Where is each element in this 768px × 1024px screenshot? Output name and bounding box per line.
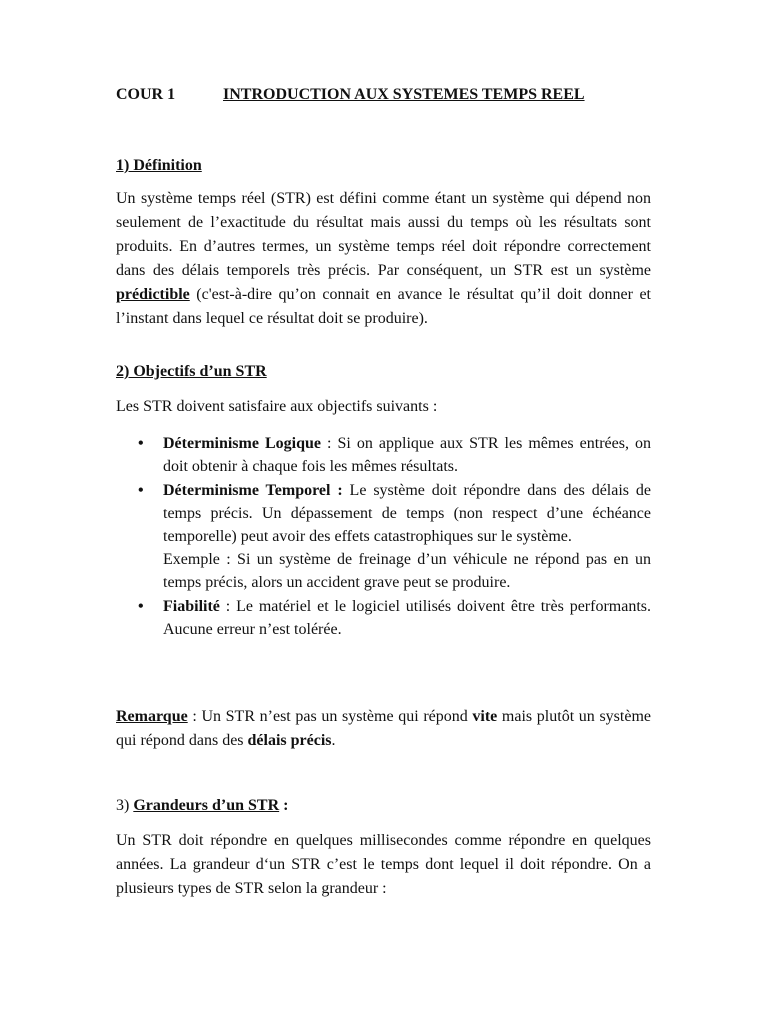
remark-word-delais: délais précis (247, 732, 332, 749)
bullet-icon: • (138, 482, 144, 499)
remark-text-b: mais plutôt un système qui répond dans des (116, 708, 651, 749)
remark-paragraph (116, 705, 651, 753)
section1-paragraph (116, 187, 651, 331)
objectives-list (116, 432, 651, 641)
bullet-example: Exemple : Si un système de freinage d’un véhicule ne répond pas en un temps précis, alors un accident grave peut se produire. (163, 551, 651, 591)
bullet-term: Fiabilité (163, 598, 220, 615)
list-item (116, 432, 651, 478)
bullet-text: : Le matériel et le logiciel utilisés doivent être très performants. Aucune erreur n’est tolérée. (163, 598, 651, 638)
section3-number: 3) (116, 797, 134, 814)
remark-text-a: : Un STR n’est pas un système qui répond (187, 708, 473, 725)
section2-intro: Les STR doivent satisfaire aux objectifs suivants : (116, 398, 438, 415)
keyword-predictible: prédictible (116, 286, 190, 303)
section3-colon: : (279, 797, 289, 814)
list-item (116, 479, 651, 594)
section3-heading: Grandeurs d’un STR (133, 797, 280, 814)
bullet-text: : Si on applique aux STR les mêmes entrées, on doit obtenir à chaque fois les mêmes résultats. (163, 435, 651, 475)
bullet-icon: • (138, 598, 144, 615)
section3-paragraph: Un STR doit répondre en quelques millisecondes comme répondre en quelques années. La grandeur d‘un STR c’est le temps dont lequel il doit répondre. On a plusieurs types de STR selon la grandeur : (116, 832, 651, 897)
section1-text-a: Un système temps réel (STR) est défini comme étant un système qui dépend non seulement de l’exactitude du résultat mais aussi du temps où les résultats sont produits. En d’autres termes, un système temps réel doit répondre correctement dans des délais temporels très précis. Par conséquent, un STR est un système (116, 190, 651, 279)
bullet-term: Déterminisme Logique (163, 435, 322, 452)
section1-text-b: (c'est-à-dire qu’on connait en avance le résultat qu’il doit donner et l’instant dans lequel ce résultat doit se produire). (116, 286, 651, 327)
course-title-line (116, 86, 585, 104)
remark-text-c: . (331, 732, 336, 749)
remark-word-vite: vite (472, 708, 498, 725)
remark-label: Remarque (116, 708, 188, 725)
section1-heading: 1) Définition (116, 157, 202, 174)
bullet-text: Le système doit répondre dans des délais de temps précis. Un dépassement de temps (non respect d’une échéance temporelle) peut avoir des effets catastrophiques sur le système. (163, 482, 652, 545)
bullet-term: Déterminisme Temporel : (163, 482, 343, 499)
list-item (116, 595, 651, 641)
bullet-icon: • (138, 435, 144, 452)
section3-heading-line (116, 797, 288, 815)
section2-heading: 2) Objectifs d’un STR (116, 363, 267, 380)
course-title: INTRODUCTION AUX SYSTEMES TEMPS REEL (223, 86, 585, 103)
course-number: COUR 1 (116, 86, 176, 103)
